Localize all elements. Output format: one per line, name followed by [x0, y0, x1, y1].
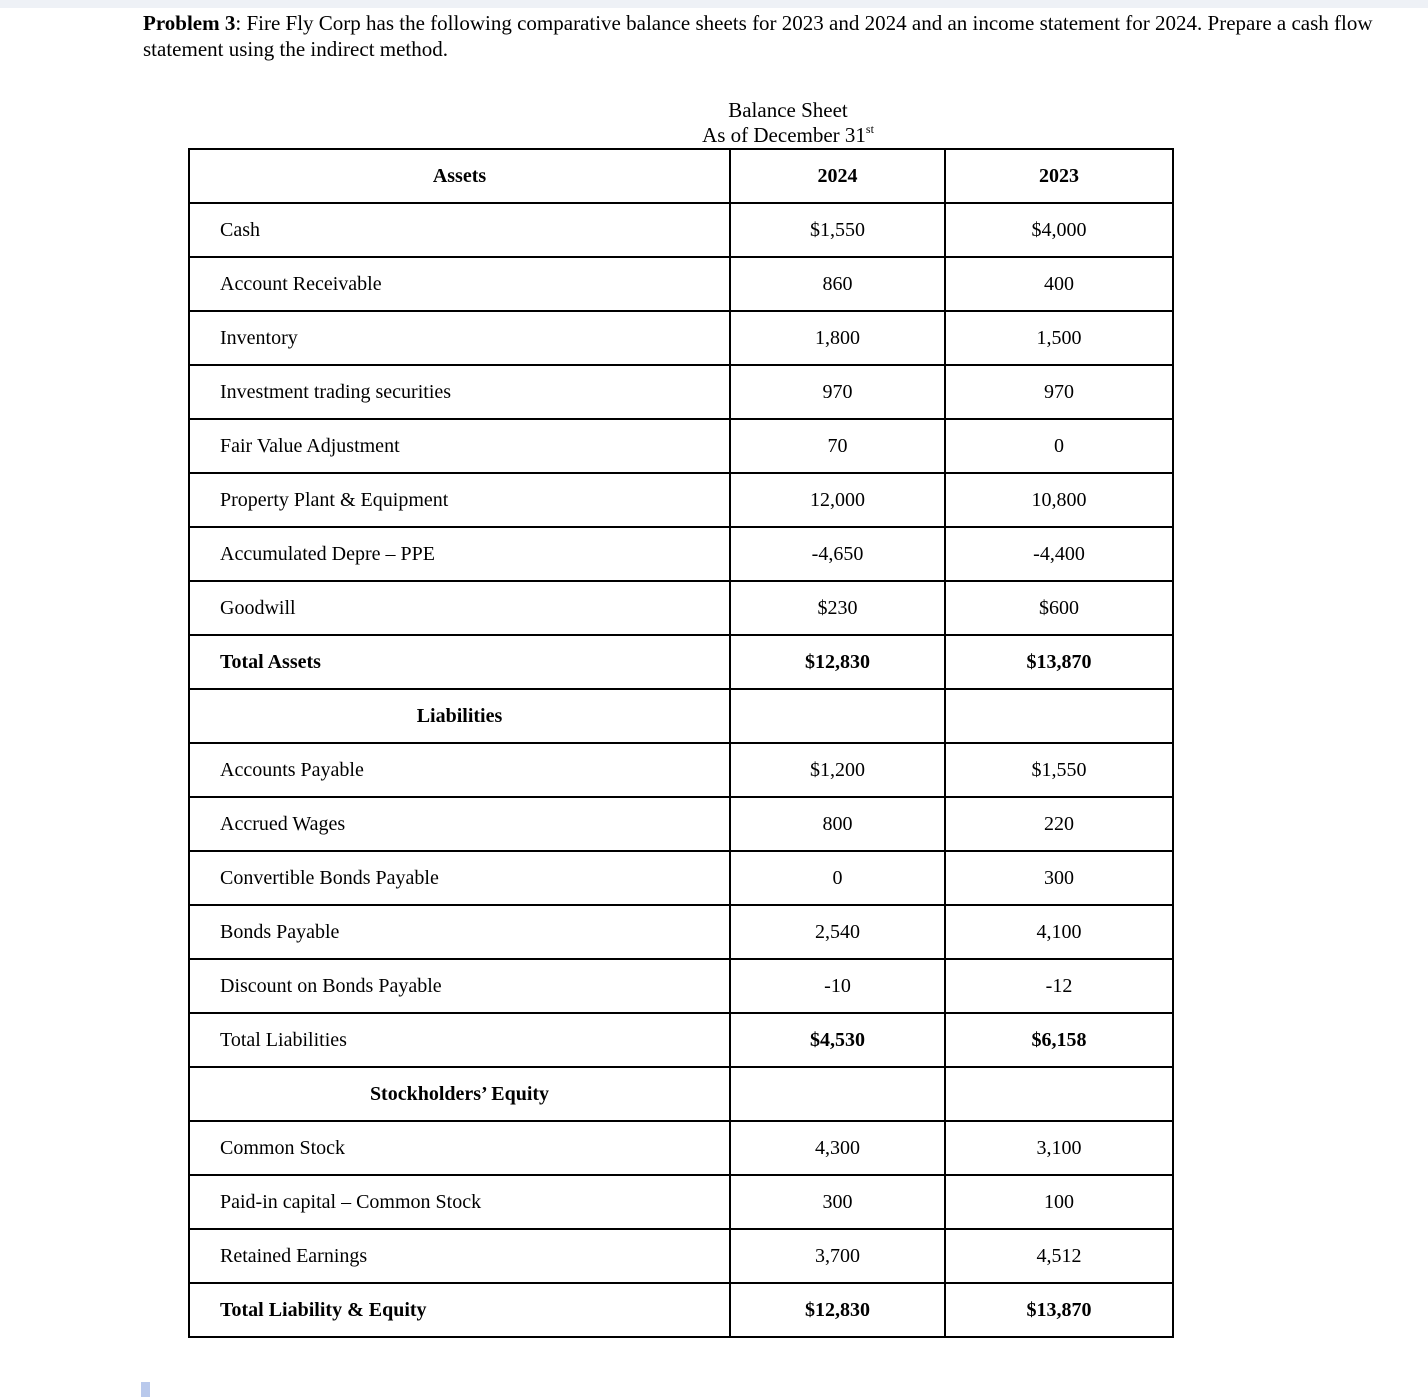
value-2024: 0	[730, 851, 945, 905]
row-label: Common Stock	[189, 1121, 730, 1175]
value-2023: $600	[945, 581, 1173, 635]
table-row	[189, 797, 1173, 851]
value-2023: 4,512	[945, 1229, 1173, 1283]
empty-cell	[945, 689, 1173, 743]
value-2024: 2,540	[730, 905, 945, 959]
table-row	[189, 905, 1173, 959]
liabilities-header-row	[189, 689, 1173, 743]
row-label: Total Liability & Equity	[189, 1283, 730, 1337]
value-2023: $6,158	[945, 1013, 1173, 1067]
empty-cell	[945, 1067, 1173, 1121]
row-label: Account Receivable	[189, 257, 730, 311]
row-label: Paid-in capital – Common Stock	[189, 1175, 730, 1229]
value-2023: 400	[945, 257, 1173, 311]
row-label: Investment trading securities	[189, 365, 730, 419]
table-row	[189, 1121, 1173, 1175]
table-row	[189, 1175, 1173, 1229]
row-label: Inventory	[189, 311, 730, 365]
top-bar	[0, 0, 1428, 8]
sheet-subtitle: As of December 31st	[702, 122, 874, 147]
problem-label: Problem 3	[143, 11, 236, 35]
value-2023: $13,870	[945, 635, 1173, 689]
row-label: Total Liabilities	[189, 1013, 730, 1067]
table-row	[189, 959, 1173, 1013]
value-2023: 300	[945, 851, 1173, 905]
equity-header-row	[189, 1067, 1173, 1121]
col-2023-header: 2023	[945, 149, 1173, 203]
balance-sheet-title	[688, 98, 888, 148]
value-2023: 4,100	[945, 905, 1173, 959]
value-2024: 970	[730, 365, 945, 419]
table-row	[189, 527, 1173, 581]
balance-sheet-table	[188, 148, 1174, 1338]
value-2024: $12,830	[730, 635, 945, 689]
row-label: Accounts Payable	[189, 743, 730, 797]
row-label: Total Assets	[189, 635, 730, 689]
table-row	[189, 419, 1173, 473]
value-2024: $4,530	[730, 1013, 945, 1067]
row-label: Retained Earnings	[189, 1229, 730, 1283]
value-2024: 1,800	[730, 311, 945, 365]
total-assets-row	[189, 635, 1173, 689]
sheet-title: Balance Sheet	[728, 98, 848, 122]
table-row	[189, 581, 1173, 635]
row-label: Accrued Wages	[189, 797, 730, 851]
table-row	[189, 311, 1173, 365]
table-row	[189, 1229, 1173, 1283]
value-2023: 0	[945, 419, 1173, 473]
row-label: Fair Value Adjustment	[189, 419, 730, 473]
value-2024: -10	[730, 959, 945, 1013]
table-row	[189, 257, 1173, 311]
equity-header: Stockholders’ Equity	[189, 1067, 730, 1121]
assets-header: Assets	[189, 149, 730, 203]
value-2023: $13,870	[945, 1283, 1173, 1337]
problem-text: : Fire Fly Corp has the following comparative balance sheets for 2023 and 2024 and an income statement for 2024. Prepare a cash flow statement using the indirect method.	[143, 11, 1373, 61]
table-row	[189, 743, 1173, 797]
value-2023: 3,100	[945, 1121, 1173, 1175]
value-2024: -4,650	[730, 527, 945, 581]
col-2024-header: 2024	[730, 149, 945, 203]
value-2023: 10,800	[945, 473, 1173, 527]
liabilities-header: Liabilities	[189, 689, 730, 743]
row-label: Bonds Payable	[189, 905, 730, 959]
table-row	[189, 365, 1173, 419]
text-cursor-marker	[141, 1382, 150, 1397]
value-2024: 300	[730, 1175, 945, 1229]
value-2023: 970	[945, 365, 1173, 419]
row-label: Convertible Bonds Payable	[189, 851, 730, 905]
value-2024: $1,550	[730, 203, 945, 257]
value-2024: 860	[730, 257, 945, 311]
value-2023: 1,500	[945, 311, 1173, 365]
value-2023: -12	[945, 959, 1173, 1013]
table-row	[189, 851, 1173, 905]
total-liabilities-row	[189, 1013, 1173, 1067]
empty-cell	[730, 1067, 945, 1121]
value-2024: $12,830	[730, 1283, 945, 1337]
row-label: Goodwill	[189, 581, 730, 635]
table-row	[189, 473, 1173, 527]
value-2024: 3,700	[730, 1229, 945, 1283]
header-row	[189, 149, 1173, 203]
row-label: Discount on Bonds Payable	[189, 959, 730, 1013]
value-2023: -4,400	[945, 527, 1173, 581]
value-2024: $1,200	[730, 743, 945, 797]
value-2023: $4,000	[945, 203, 1173, 257]
value-2024: 12,000	[730, 473, 945, 527]
value-2024: 70	[730, 419, 945, 473]
row-label: Accumulated Depre – PPE	[189, 527, 730, 581]
value-2023: 220	[945, 797, 1173, 851]
table-row	[189, 203, 1173, 257]
value-2024: $230	[730, 581, 945, 635]
value-2024: 4,300	[730, 1121, 945, 1175]
row-label: Cash	[189, 203, 730, 257]
row-label: Property Plant & Equipment	[189, 473, 730, 527]
total-liability-equity-row	[189, 1283, 1173, 1337]
problem-statement	[143, 10, 1383, 62]
value-2024: 800	[730, 797, 945, 851]
value-2023: 100	[945, 1175, 1173, 1229]
value-2023: $1,550	[945, 743, 1173, 797]
empty-cell	[730, 689, 945, 743]
